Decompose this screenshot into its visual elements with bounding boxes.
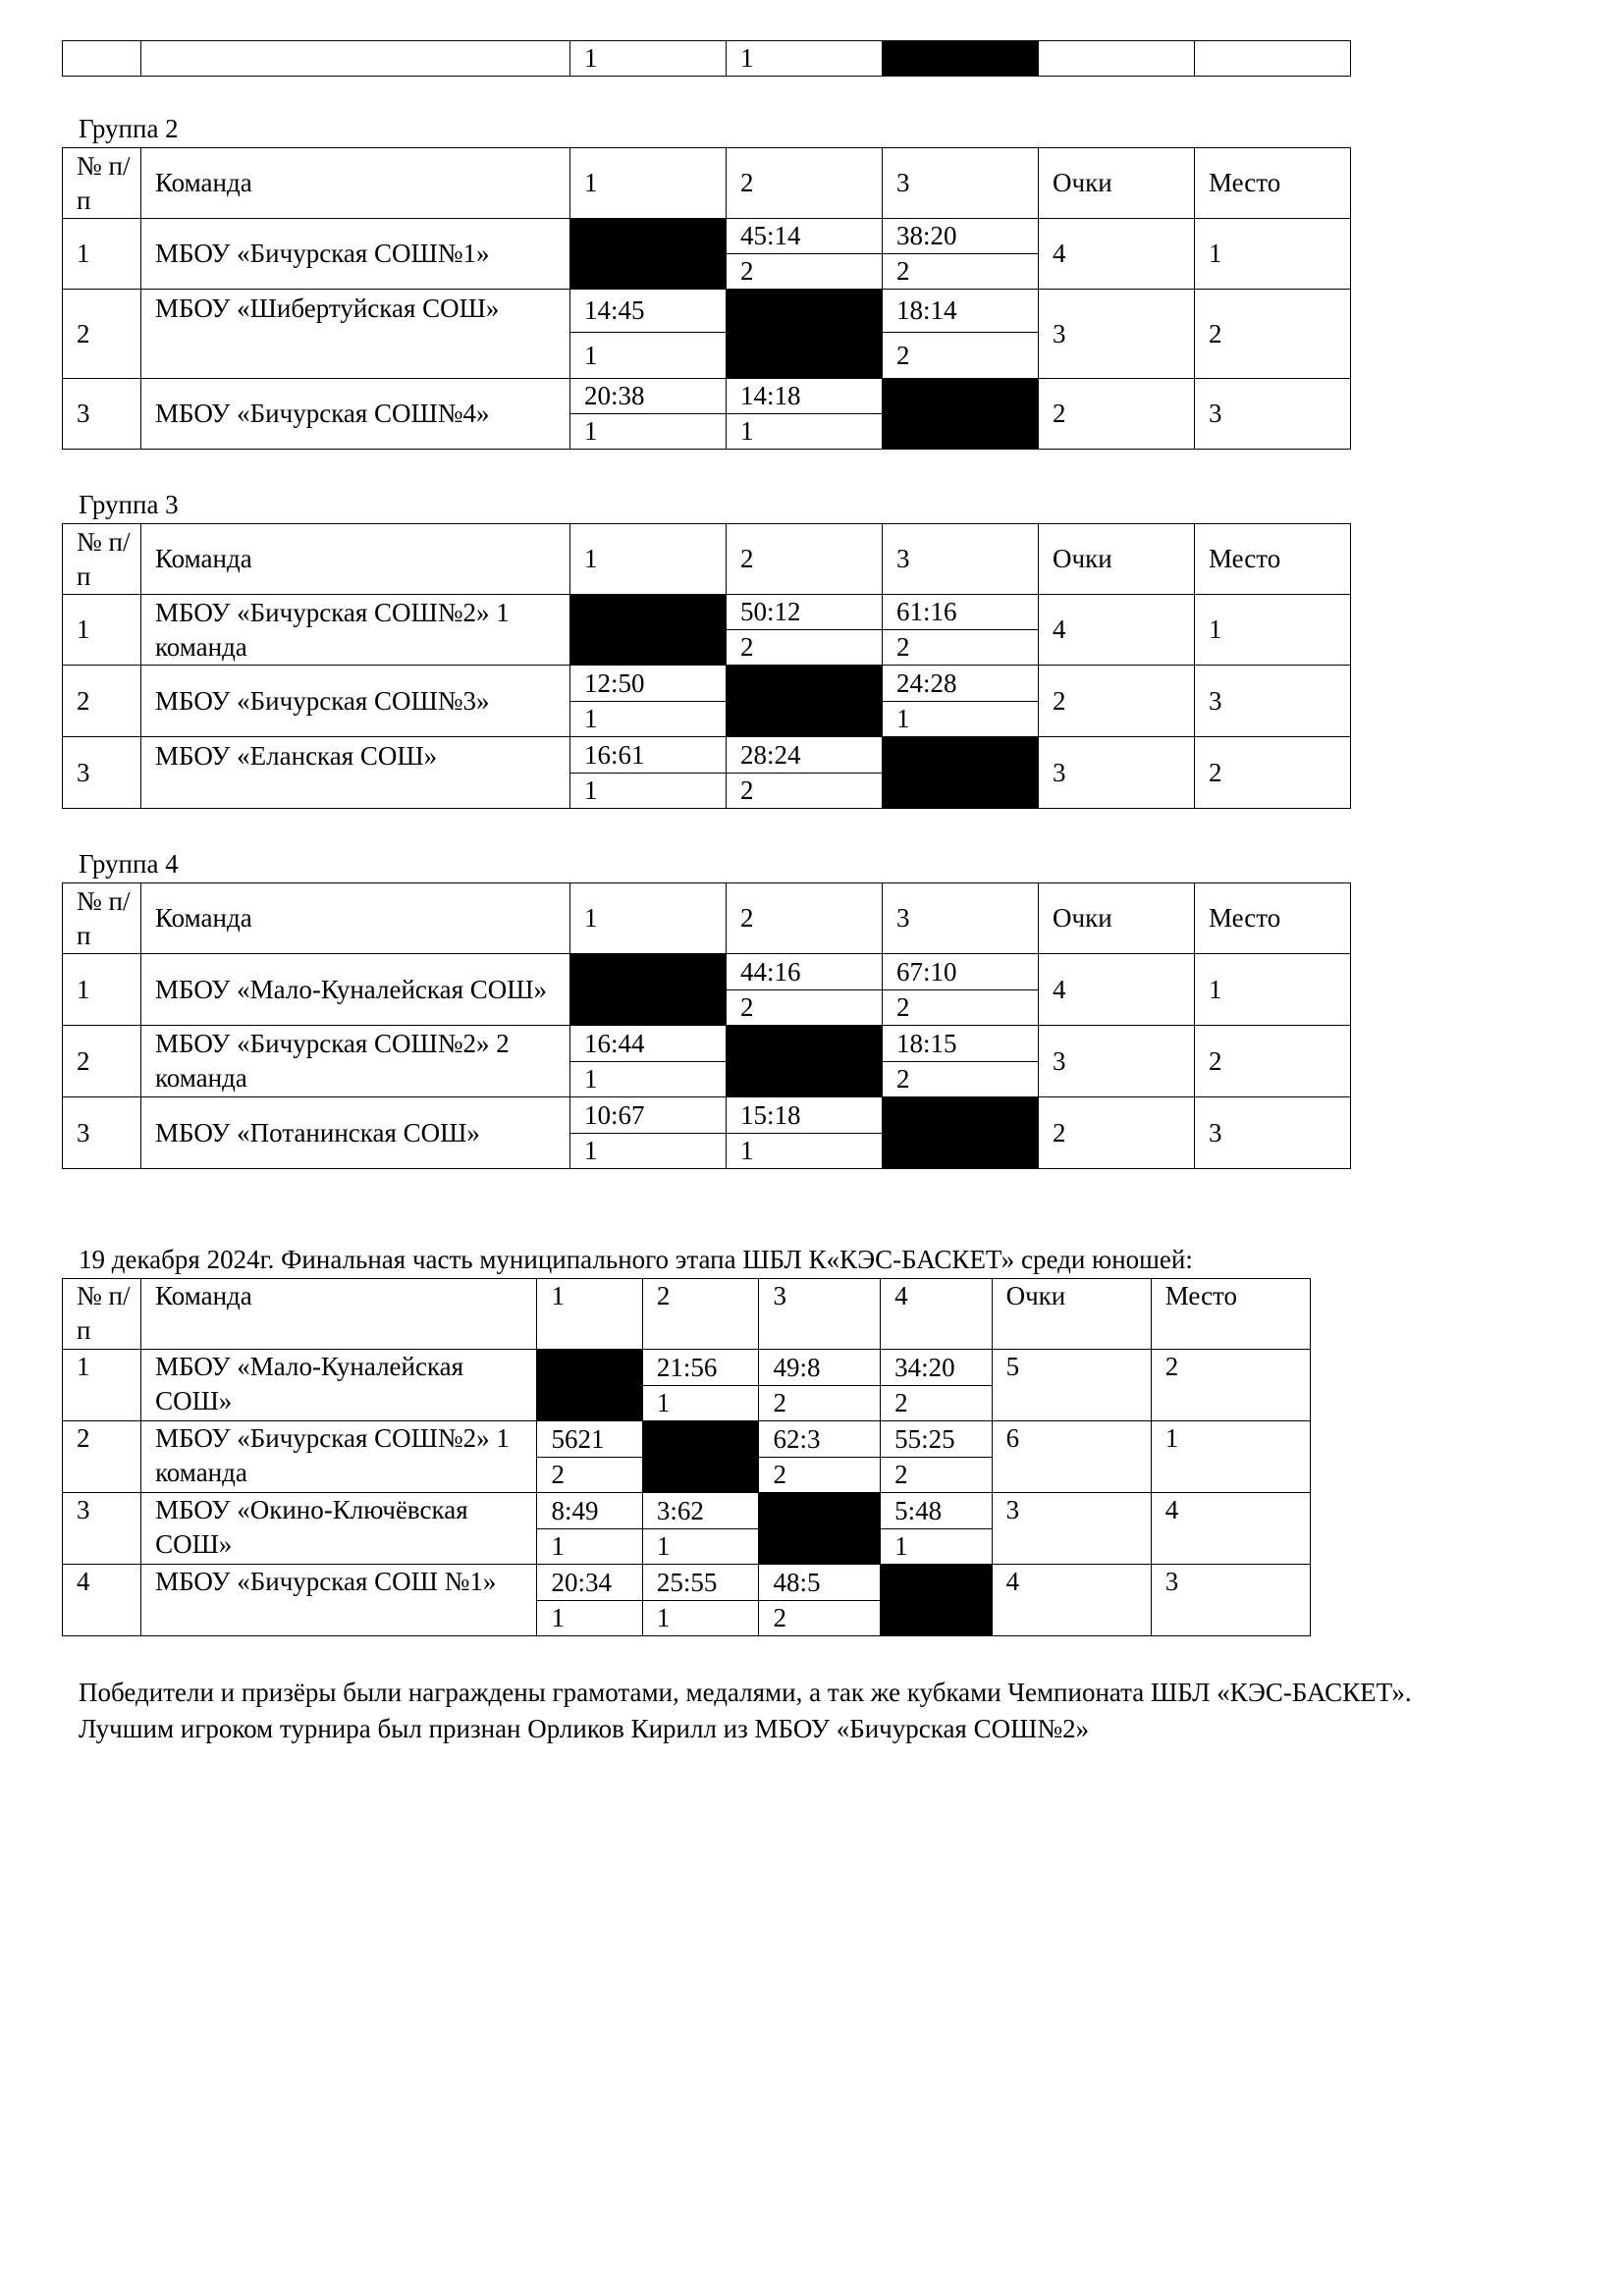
row-number: 3 xyxy=(63,1097,141,1169)
team-name: МБОУ «Бичурская СОШ№4» xyxy=(141,379,570,450)
game-points-cell: 1 xyxy=(642,1529,759,1565)
score-cell: 18:14 xyxy=(883,290,1039,333)
header-team: Команда xyxy=(141,524,570,595)
header-col-4: 4 xyxy=(881,1279,993,1350)
row-number: 3 xyxy=(63,379,141,450)
score-cell: 12:50 xyxy=(570,666,727,702)
score-cell: 44:16 xyxy=(727,954,883,990)
game-points-cell: 1 xyxy=(570,702,727,737)
game-points-cell: 2 xyxy=(537,1458,642,1493)
score-cell: 8:49 xyxy=(537,1493,642,1529)
blank-cell xyxy=(570,954,727,1026)
score-cell: 21:56 xyxy=(642,1350,759,1386)
team-name: МБОУ «Мало-Куналейская СОШ» xyxy=(141,1350,537,1421)
points-cell: 3 xyxy=(1039,737,1195,809)
score-cell: 50:12 xyxy=(727,595,883,630)
team-name: МБОУ «Мало-Куналейская СОШ» xyxy=(141,954,570,1026)
score-cell: 5:48 xyxy=(881,1493,993,1529)
game-points-cell: 1 xyxy=(727,1134,883,1169)
blank-cell xyxy=(759,1493,881,1565)
place-cell: 1 xyxy=(1195,954,1351,1026)
game-points-cell: 1 xyxy=(570,414,727,450)
score-cell: 10:67 xyxy=(570,1097,727,1134)
points-cell: 2 xyxy=(1039,666,1195,737)
group-caption: Группа 4 xyxy=(79,849,179,879)
header-points: Очки xyxy=(1039,148,1195,219)
row-number: 3 xyxy=(63,737,141,809)
header-col-1: 1 xyxy=(537,1279,642,1350)
score-cell: 16:61 xyxy=(570,737,727,774)
header-points: Очки xyxy=(992,1279,1151,1350)
header-number: № п/п xyxy=(63,883,141,954)
top-table-fragment xyxy=(62,40,1351,77)
row-number: 2 xyxy=(63,1026,141,1097)
blank-cell xyxy=(881,1565,993,1636)
game-points-cell: 2 xyxy=(727,630,883,666)
game-points-cell: 2 xyxy=(883,254,1039,290)
final-table xyxy=(62,1278,1311,1636)
fragment-cell xyxy=(1195,41,1351,77)
game-points-cell: 2 xyxy=(759,1386,881,1421)
game-points-cell: 1 xyxy=(570,1134,727,1169)
header-col-1: 1 xyxy=(570,524,727,595)
points-cell: 4 xyxy=(1039,954,1195,1026)
team-name: МБОУ «Бичурская СОШ№1» xyxy=(141,219,570,290)
score-cell: 3:62 xyxy=(642,1493,759,1529)
header-points: Очки xyxy=(1039,883,1195,954)
blank-cell xyxy=(727,290,883,379)
row-number: 2 xyxy=(63,666,141,737)
score-cell: 55:25 xyxy=(881,1421,993,1458)
score-cell: 49:8 xyxy=(759,1350,881,1386)
group-caption: Группа 2 xyxy=(79,114,179,143)
header-col-2: 2 xyxy=(642,1279,759,1350)
place-cell: 3 xyxy=(1151,1565,1310,1636)
game-points-cell: 1 xyxy=(642,1601,759,1636)
header-col-3: 3 xyxy=(883,524,1039,595)
row-number: 2 xyxy=(63,290,141,379)
points-cell: 3 xyxy=(992,1493,1151,1565)
points-cell: 2 xyxy=(1039,379,1195,450)
place-cell: 3 xyxy=(1195,1097,1351,1169)
score-cell: 28:24 xyxy=(727,737,883,774)
score-cell: 18:15 xyxy=(883,1026,1039,1062)
header-col-2: 2 xyxy=(727,524,883,595)
header-place: Место xyxy=(1195,883,1351,954)
header-team: Команда xyxy=(141,1279,537,1350)
group-table xyxy=(62,523,1351,809)
game-points-cell: 2 xyxy=(881,1386,993,1421)
fragment-cell: 1 xyxy=(570,41,727,77)
game-points-cell: 2 xyxy=(883,333,1039,379)
team-name: МБОУ «Бичурская СОШ№2» 1 команда xyxy=(141,1421,537,1493)
game-points-cell: 2 xyxy=(883,1062,1039,1097)
group-table xyxy=(62,147,1351,450)
game-points-cell: 1 xyxy=(537,1529,642,1565)
points-cell: 4 xyxy=(1039,595,1195,666)
points-cell: 6 xyxy=(992,1421,1151,1493)
header-col-3: 3 xyxy=(883,883,1039,954)
game-points-cell: 1 xyxy=(570,333,727,379)
points-cell: 5 xyxy=(992,1350,1151,1421)
blank-cell xyxy=(642,1421,759,1493)
team-name: МБОУ «Бичурская СОШ№2» 2 команда xyxy=(141,1026,570,1097)
team-name: МБОУ «Окино-Ключёвская СОШ» xyxy=(141,1493,537,1565)
game-points-cell: 2 xyxy=(883,990,1039,1026)
header-points: Очки xyxy=(1039,524,1195,595)
game-points-cell: 1 xyxy=(570,774,727,809)
blank-cell xyxy=(727,666,883,737)
team-name: МБОУ «Бичурская СОШ№3» xyxy=(141,666,570,737)
score-cell: 20:34 xyxy=(537,1565,642,1601)
score-cell: 14:18 xyxy=(727,379,883,414)
score-cell: 34:20 xyxy=(881,1350,993,1386)
game-points-cell: 2 xyxy=(727,254,883,290)
score-cell: 25:55 xyxy=(642,1565,759,1601)
place-cell: 2 xyxy=(1195,290,1351,379)
place-cell: 2 xyxy=(1195,737,1351,809)
place-cell: 3 xyxy=(1195,666,1351,737)
place-cell: 4 xyxy=(1151,1493,1310,1565)
row-number: 3 xyxy=(63,1493,141,1565)
game-points-cell: 2 xyxy=(883,630,1039,666)
score-cell: 15:18 xyxy=(727,1097,883,1134)
row-number: 1 xyxy=(63,219,141,290)
header-place: Место xyxy=(1195,148,1351,219)
score-cell: 24:28 xyxy=(883,666,1039,702)
header-col-3: 3 xyxy=(883,148,1039,219)
header-team: Команда xyxy=(141,883,570,954)
fragment-cell: 1 xyxy=(727,41,883,77)
header-place: Место xyxy=(1151,1279,1310,1350)
blank-cell xyxy=(570,219,727,290)
team-name: МБОУ «Бичурская СОШ №1» xyxy=(141,1565,537,1636)
group-caption: Группа 3 xyxy=(79,490,179,519)
header-col-2: 2 xyxy=(727,883,883,954)
place-cell: 1 xyxy=(1195,595,1351,666)
game-points-cell: 1 xyxy=(642,1386,759,1421)
game-points-cell: 2 xyxy=(759,1458,881,1493)
score-cell: 16:44 xyxy=(570,1026,727,1062)
points-cell: 4 xyxy=(1039,219,1195,290)
score-cell: 14:45 xyxy=(570,290,727,333)
score-cell: 61:16 xyxy=(883,595,1039,630)
header-team: Команда xyxy=(141,148,570,219)
header-col-1: 1 xyxy=(570,148,727,219)
header-place: Место xyxy=(1195,524,1351,595)
blank-cell xyxy=(883,379,1039,450)
points-cell: 3 xyxy=(1039,290,1195,379)
score-cell: 45:14 xyxy=(727,219,883,254)
header-number: № п/п xyxy=(63,148,141,219)
score-cell: 62:3 xyxy=(759,1421,881,1458)
place-cell: 2 xyxy=(1151,1350,1310,1421)
fragment-cell xyxy=(141,41,570,77)
row-number: 1 xyxy=(63,595,141,666)
final-caption: 19 декабря 2024г. Финальная часть муниципального этапа ШБЛ К«КЭС-БАСКЕТ» среди юношей: xyxy=(79,1245,1193,1274)
blank-cell xyxy=(570,595,727,666)
header-col-1: 1 xyxy=(570,883,727,954)
team-name: МБОУ «Шибертуйская СОШ» xyxy=(141,290,570,379)
team-name: МБОУ «Бичурская СОШ№2» 1 команда xyxy=(141,595,570,666)
fragment-cell xyxy=(1039,41,1195,77)
header-col-3: 3 xyxy=(759,1279,881,1350)
game-points-cell: 2 xyxy=(759,1601,881,1636)
game-points-cell: 2 xyxy=(727,774,883,809)
points-cell: 3 xyxy=(1039,1026,1195,1097)
score-cell: 38:20 xyxy=(883,219,1039,254)
points-cell: 2 xyxy=(1039,1097,1195,1169)
blank-cell xyxy=(883,1097,1039,1169)
game-points-cell: 2 xyxy=(727,990,883,1026)
group-table xyxy=(62,882,1351,1169)
place-cell: 1 xyxy=(1195,219,1351,290)
row-number: 1 xyxy=(63,954,141,1026)
game-points-cell: 2 xyxy=(881,1458,993,1493)
header-col-2: 2 xyxy=(727,148,883,219)
score-cell: 67:10 xyxy=(883,954,1039,990)
row-number: 1 xyxy=(63,1350,141,1421)
header-number: № п/п xyxy=(63,1279,141,1350)
score-cell: 20:38 xyxy=(570,379,727,414)
blank-cell xyxy=(883,41,1039,77)
blank-cell xyxy=(537,1350,642,1421)
score-cell: 48:5 xyxy=(759,1565,881,1601)
game-points-cell: 1 xyxy=(727,414,883,450)
row-number: 4 xyxy=(63,1565,141,1636)
place-cell: 3 xyxy=(1195,379,1351,450)
team-name: МБОУ «Еланская СОШ» xyxy=(141,737,570,809)
game-points-cell: 1 xyxy=(881,1529,993,1565)
summary-paragraph: Победители и призёры были награждены грамотами, медалями, а так же кубками Чемпионата ШБЛ «КЭС-БАСКЕТ». Лучшим игроком турнира был признан Орликов Кирилл из МБОУ «Бичурская СОШ№2» xyxy=(79,1678,1412,1744)
place-cell: 2 xyxy=(1195,1026,1351,1097)
header-number: № п/п xyxy=(63,524,141,595)
points-cell: 4 xyxy=(992,1565,1151,1636)
blank-cell xyxy=(883,737,1039,809)
game-points-cell: 1 xyxy=(883,702,1039,737)
game-points-cell: 1 xyxy=(570,1062,727,1097)
blank-cell xyxy=(727,1026,883,1097)
team-name: МБОУ «Потанинская СОШ» xyxy=(141,1097,570,1169)
score-cell: 5621 xyxy=(537,1421,642,1458)
fragment-cell xyxy=(63,41,141,77)
row-number: 2 xyxy=(63,1421,141,1493)
game-points-cell: 1 xyxy=(537,1601,642,1636)
place-cell: 1 xyxy=(1151,1421,1310,1493)
